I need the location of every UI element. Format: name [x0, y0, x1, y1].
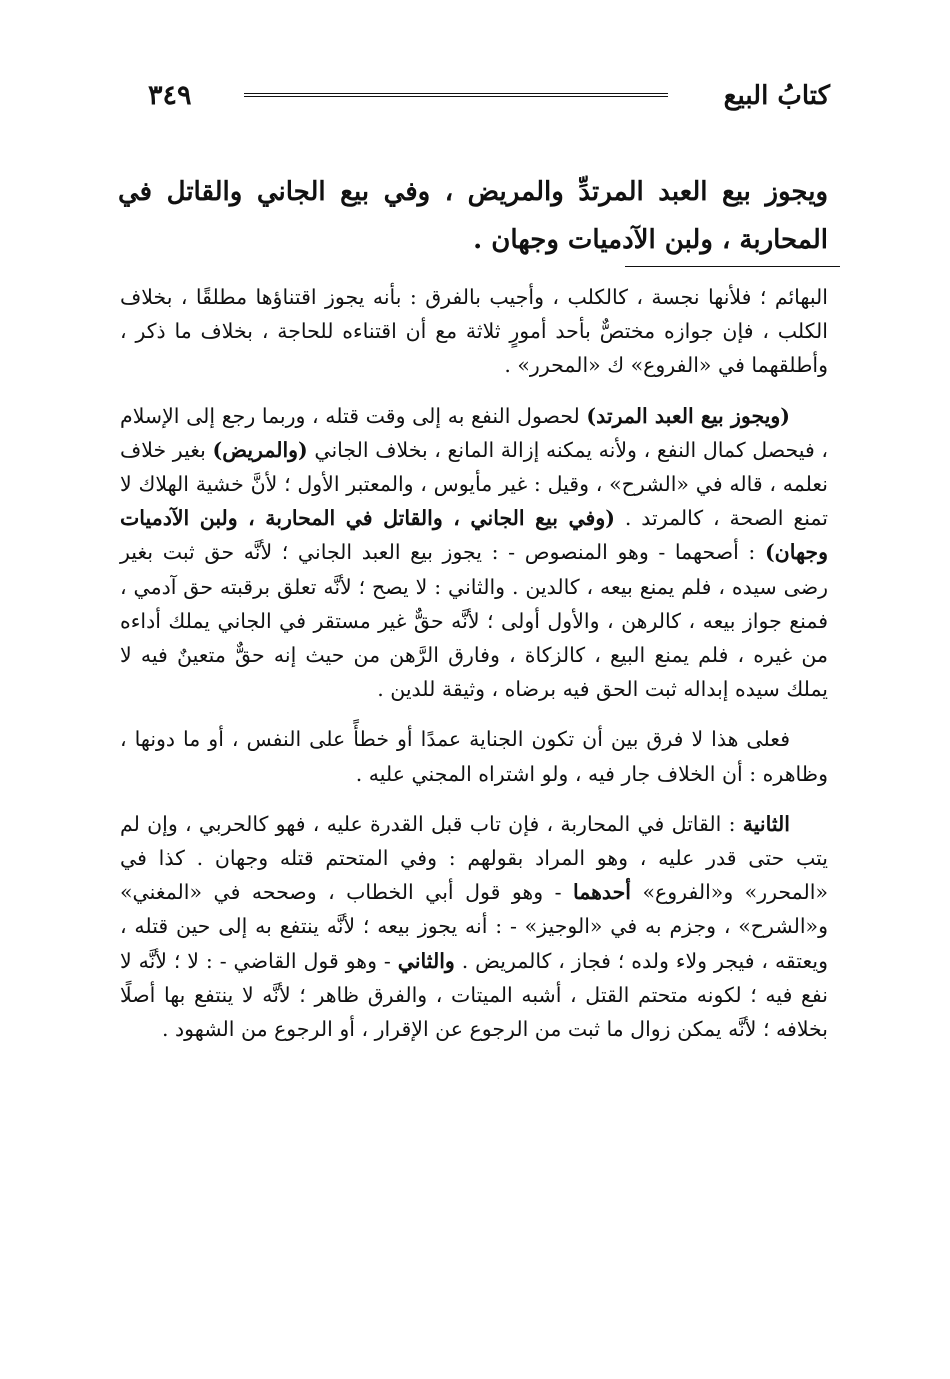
bold-segment: (والمريض): [212, 437, 308, 462]
matn-text: ويجوز بيع العبد المرتدِّ والمريض ، وفي بيع الجاني والقاتل في المحاربة ، ولبن الآدميات وجهان .: [118, 177, 828, 255]
text-segment: فعلى هذا لا فرق بين أن تكون الجناية عمدًا أو خطأً على النفس ، أو ما دونها ، وظاهره : أن الخلاف جار فيه ، ولو اشتراه المجني عليه .: [120, 727, 828, 786]
text-segment: لحصول النفع به إلى وقت قتله ، وربما رجع إلى الإسلام ، فيحصل كمال النفع ، ولأنه يمكنه إزالة المانع ، بخلاف الجاني: [120, 403, 829, 462]
text-segment: بغير خلاف نعلمه ، قاله في «الشرح» ، وقيل : غير مأيوس ، والمعتبر الأول ؛ لأنَّ خشية الهلاك لا تمنع الصحة ، كالمرتد .: [120, 437, 828, 531]
page-number: ٣٤٩: [148, 80, 192, 111]
text-segment: البهائم ؛ فلأنها نجسة ، كالكلب ، وأجيب بالفرق : بأنه يجوز اقتناؤها مطلقًا ، بخلاف الكلب ، فإن جوازه مختصٌّ بأحد أمورٍ ثلاثة مع أن اقتناءه للحاجة ، بخلاف ما ذكر ، وأطلقهما في «الفروع» ك «المحرر» .: [120, 285, 828, 378]
bold-segment: والثاني: [397, 948, 455, 973]
paragraph: [120, 399, 828, 707]
header-rule: [244, 93, 668, 97]
text-segment: : القاتل في المحاربة ، فإن تاب قبل القدرة عليه ، فهو كالحربي ، وإن لم يتب حتى قدر عليه ، وهو المراد بقولهم : وفي المتحتم قتله وجهان . كذا في «المحرر» و«الفروع»: [120, 811, 828, 905]
paragraph: [120, 280, 828, 383]
bold-segment: أحدهما: [572, 880, 632, 905]
commentary-body: [120, 280, 828, 1062]
matn-underline: [625, 266, 840, 267]
bold-segment: (ويجوز بيع العبد المرتد): [586, 403, 790, 428]
running-title: كتابُ البيع: [723, 81, 830, 111]
paragraph: [120, 807, 828, 1046]
text-segment: : أصحهما - وهو المنصوص - : يجوز بيع العبد الجاني ؛ لأنَّه حق ثبت بغير رضى سيده ، فلم يمنع بيعه ، كالدين . والثاني : لا يصح ؛ لأنَّه تعلق برقبته حق آدمي ، فمنع جواز بيعه ، كالرهن ، والأول أولى ؛ لأنَّه حقٌّ غير مستقر في الجاني يملك أداءه من غيره ، فلم يمنع البيع ، كالزكاة ، وفارق الرَّهن من حيث إنه حقٌّ متعينٌ فيه لا يملك سيده إبداله ثبت الحق فيه برضاه ، وثيقة للدين .: [120, 540, 828, 702]
bold-segment: الثانية: [742, 811, 790, 836]
text-segment: - وهو قول القاضي - : لا ؛ لأنَّه لا نفع فيه ؛ لكونه متحتم القتل ، أشبه الميتات ، والفرق ظاهر ؛ لأنَّه لا ينتفع بها أصلًا بخلافه ؛ لأنَّه يمكن زوال ما ثبت من الرجوع عن الإقرار ، أو الرجوع من الشهود .: [120, 948, 828, 1042]
running-header: [148, 76, 830, 116]
paragraph: [120, 722, 828, 790]
bold-segment: (وفي بيع الجاني ، والقاتل في المحاربة ، ولبن الآدميات وجهان): [120, 506, 828, 565]
text-segment: - وهو قول أبي الخطاب ، وصححه في «المغني» و«الشرح» ، وجزم به في «الوجيز» - : أنه يجوز بيعه ؛ لأنَّه ينتفع به إلى حين قتله ، ويعتقه ، فيجر ولاء ولده ؛ فجاز ، كالمريض .: [120, 880, 828, 973]
